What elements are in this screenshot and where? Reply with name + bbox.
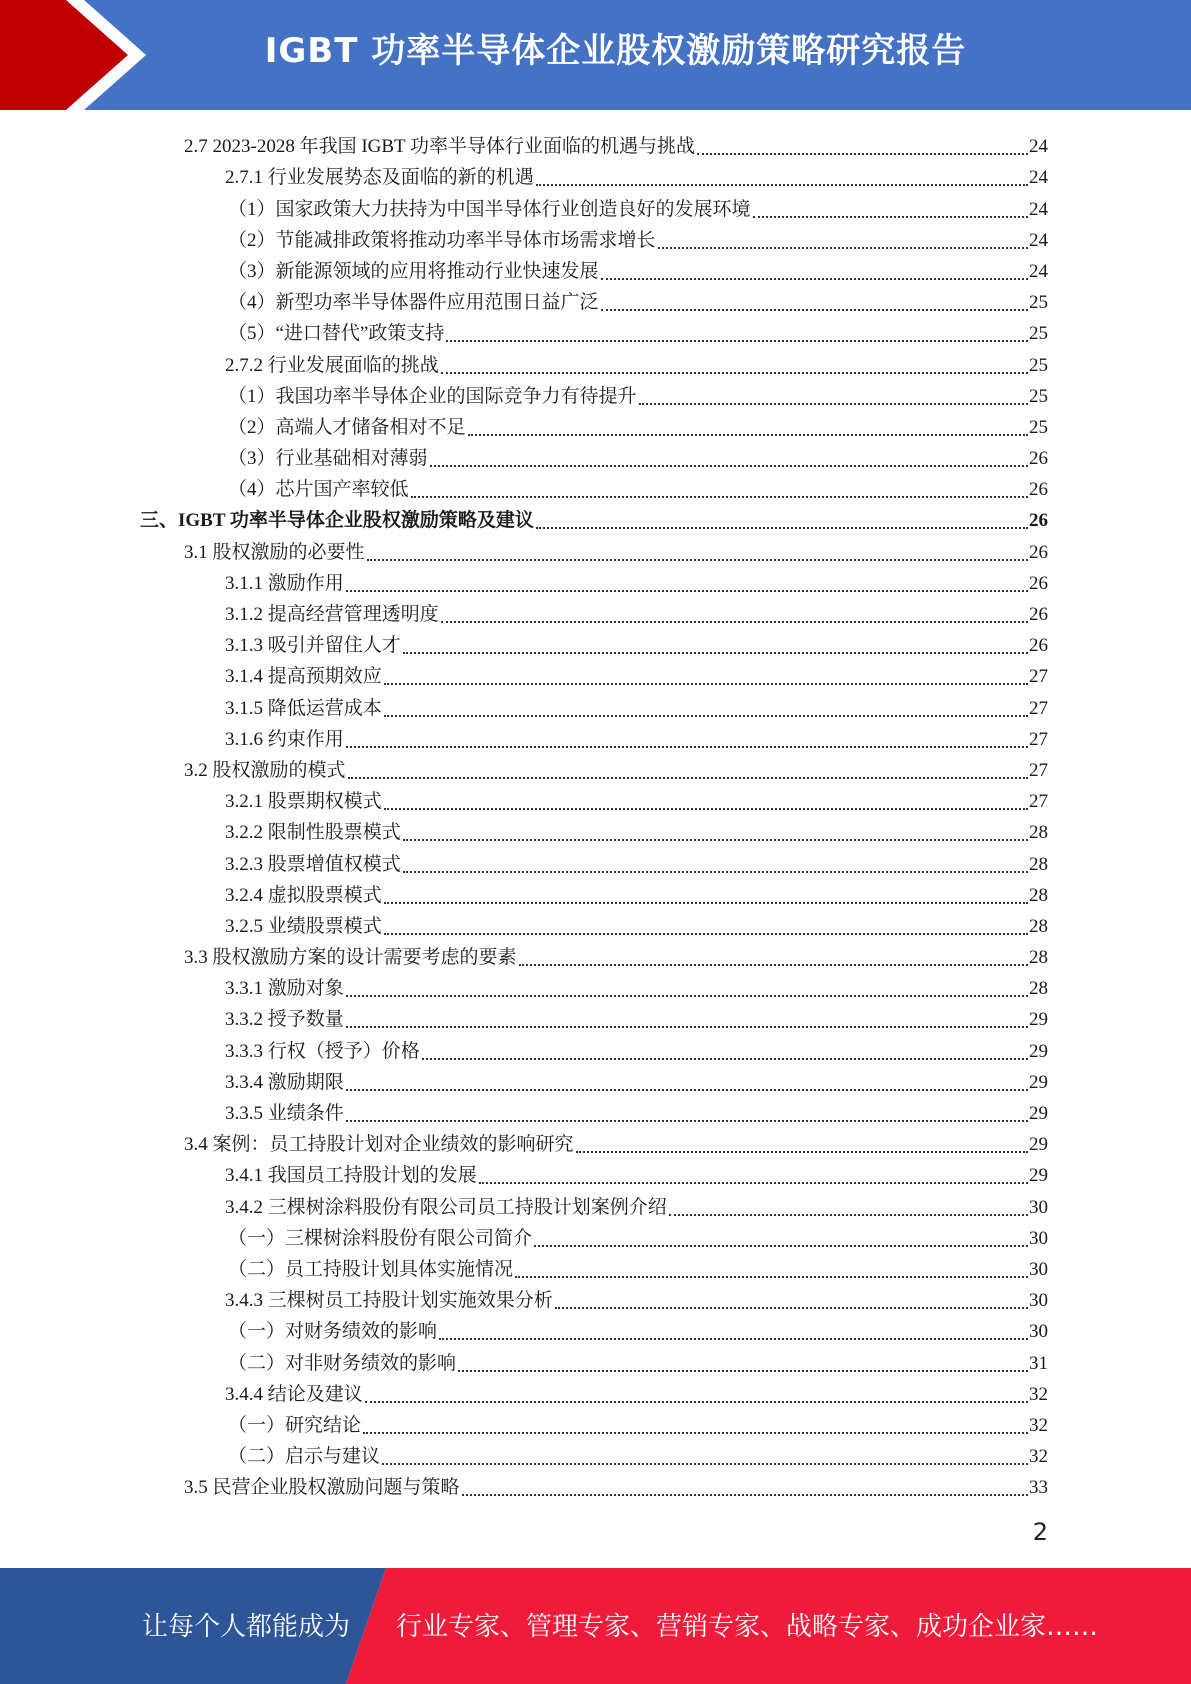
toc-entry[interactable]	[140, 533, 1048, 564]
page-number: 2	[1032, 1518, 1048, 1546]
toc-entry-page: 24	[1029, 167, 1048, 189]
toc-entry[interactable]	[140, 1376, 1048, 1407]
toc-entry[interactable]	[140, 1064, 1048, 1095]
toc-dot-leader	[384, 933, 1028, 935]
toc-entry-title: 2.7.2 行业发展面临的挑战	[225, 354, 439, 376]
toc-dot-leader	[468, 434, 1028, 436]
report-title: IGBT 功率半导体企业股权激励策略研究报告	[264, 31, 967, 71]
toc-entry-page: 32	[1029, 1383, 1048, 1405]
toc-entry-page: 26	[1029, 479, 1048, 501]
toc-dot-leader	[384, 902, 1028, 904]
toc-entry[interactable]	[140, 315, 1048, 346]
toc-entry-page: 30	[1029, 1227, 1048, 1249]
toc-entry[interactable]	[140, 814, 1048, 845]
toc-entry-page: 25	[1029, 323, 1048, 345]
toc-entry-page: 30	[1029, 1290, 1048, 1312]
toc-entry[interactable]	[140, 939, 1048, 970]
toc-entry-title: 3.2.4 虚拟股票模式	[225, 884, 382, 906]
toc-entry[interactable]	[140, 721, 1048, 752]
toc-entry-page: 26	[1029, 510, 1048, 532]
toc-entry-title: 3.5 民营企业股权激励问题与策略	[184, 1477, 460, 1499]
toc-entry-title: 3.2.2 限制性股票模式	[225, 822, 401, 844]
toc-entry-page: 29	[1029, 1103, 1048, 1124]
toc-entry[interactable]	[140, 1438, 1048, 1469]
toc-entry[interactable]	[140, 1188, 1048, 1219]
toc-entry-title: （一）三棵树涂料股份有限公司简介	[228, 1227, 533, 1249]
toc-entry-page: 31	[1029, 1352, 1048, 1374]
footer-slogan-left: 让每个人都能成为	[142, 1612, 351, 1642]
toc-entry[interactable]	[140, 908, 1048, 939]
toc-entry-title: （二）启示与建议	[228, 1446, 381, 1468]
toc-entry-page: 25	[1029, 416, 1048, 438]
toc-entry-title: （3）行业基础相对薄弱	[228, 448, 428, 470]
toc-dot-leader	[346, 746, 1028, 748]
toc-entry-title: 三、IGBT 功率半导体企业股权激励策略及建议	[140, 510, 534, 532]
toc-entry-page: 24	[1029, 229, 1048, 251]
toc-dot-leader	[363, 1432, 1028, 1434]
toc-entry-page: 26	[1029, 635, 1048, 657]
toc-entry-title: 3.1 股权激励的必要性	[184, 541, 365, 563]
toc-entry-title: 3.4.3 三棵树员工持股计划实施效果分析	[225, 1290, 553, 1312]
toc-dot-leader	[348, 777, 1028, 779]
toc-entry-page: 25	[1029, 354, 1048, 376]
toc-entry-title: （4）芯片国产率较低	[228, 479, 409, 501]
toc-dot-leader	[669, 1214, 1028, 1216]
toc-entry-page: 24	[1029, 198, 1048, 220]
toc-entry[interactable]	[140, 658, 1048, 689]
toc-entry-page: 26	[1029, 604, 1048, 625]
toc-dot-leader	[384, 683, 1028, 685]
toc-entry-page: 27	[1029, 666, 1048, 688]
toc-dot-leader	[441, 372, 1028, 374]
toc-dot-leader	[462, 1494, 1028, 1496]
toc-entry-title: 3.3.5 业绩条件	[225, 1103, 344, 1124]
toc-entry-title: （1）我国功率半导体企业的国际竞争力有待提升	[228, 385, 637, 407]
toc-entry[interactable]	[140, 471, 1048, 502]
toc-entry-title: 3.1.5 降低运营成本	[225, 697, 382, 719]
toc-entry-page: 29	[1029, 1040, 1048, 1062]
toc-dot-leader	[515, 1276, 1028, 1278]
toc-entry[interactable]	[140, 596, 1048, 627]
toc-entry-title: 2.7.1 行业发展势态及面临的新的机遇	[225, 167, 534, 189]
toc-entry-title: （一）研究结论	[228, 1414, 362, 1436]
toc-entry-page: 24	[1029, 260, 1048, 282]
toc-entry-page: 32	[1029, 1446, 1048, 1468]
toc-entry-page: 24	[1029, 136, 1048, 158]
toc-entry-title: 3.1.4 提高预期效应	[225, 666, 382, 688]
toc-dot-leader	[601, 309, 1028, 311]
toc-entry-page: 33	[1029, 1477, 1048, 1499]
toc-entry-title: 3.2.5 业绩股票模式	[225, 915, 382, 937]
toc-entry-page: 28	[1029, 822, 1048, 844]
toc-entry-page: 29	[1029, 1165, 1048, 1187]
toc-dot-leader	[458, 1370, 1028, 1372]
toc-entry[interactable]	[140, 565, 1048, 596]
toc-entry-title: （3）新能源领域的应用将推动行业快速发展	[228, 260, 599, 282]
toc-entry-page: 26	[1029, 448, 1048, 470]
toc-dot-leader	[384, 808, 1028, 810]
toc-entry[interactable]	[140, 409, 1048, 440]
toc-entry-title: 3.2.3 股票增值权模式	[225, 853, 401, 875]
toc-dot-leader	[697, 153, 1028, 155]
toc-dot-leader	[658, 247, 1028, 249]
toc-entry-title: 3.4.1 我国员工持股计划的发展	[225, 1165, 477, 1187]
toc-entry-page: 28	[1029, 915, 1048, 937]
toc-entry[interactable]	[140, 378, 1048, 409]
toc-entry-page: 28	[1029, 978, 1048, 1000]
page-header	[0, 0, 1191, 110]
toc-entry-title: 3.2.1 股票期权模式	[225, 791, 382, 813]
toc-dot-leader	[555, 1307, 1028, 1309]
toc-entry-page: 30	[1029, 1196, 1048, 1218]
toc-entry-page: 26	[1029, 572, 1048, 594]
toc-entry[interactable]	[140, 440, 1048, 471]
toc-entry[interactable]	[140, 502, 1048, 533]
toc-dot-leader	[346, 590, 1028, 592]
toc-dot-leader	[346, 1026, 1028, 1028]
toc-entry[interactable]	[140, 1095, 1048, 1126]
toc-entry[interactable]	[140, 877, 1048, 908]
toc-dot-leader	[365, 1401, 1028, 1403]
toc-entry[interactable]	[140, 783, 1048, 814]
toc-entry[interactable]	[140, 1313, 1048, 1344]
toc-dot-leader	[439, 1338, 1028, 1340]
toc-entry[interactable]	[140, 1407, 1048, 1438]
toc-entry-page: 28	[1029, 947, 1048, 969]
toc-dot-leader	[346, 1089, 1028, 1091]
toc-entry-title: （二）员工持股计划具体实施情况	[228, 1258, 514, 1280]
toc-dot-leader	[384, 715, 1028, 717]
toc-entry-page: 30	[1029, 1258, 1048, 1280]
toc-entry-title: 3.1.2 提高经营管理透明度	[225, 604, 439, 625]
toc-entry-page: 25	[1029, 292, 1048, 314]
page-footer	[0, 1568, 1191, 1684]
toc-dot-leader	[403, 871, 1028, 873]
toc-entry-title: 3.4 案例：员工持股计划对企业绩效的影响研究	[184, 1134, 574, 1156]
toc-entry[interactable]	[140, 689, 1048, 720]
toc-dot-leader	[536, 184, 1028, 186]
toc-entry-page: 26	[1029, 541, 1048, 563]
toc-dot-leader	[367, 559, 1028, 561]
toc-entry-page: 25	[1029, 385, 1048, 407]
toc-entry-title: 3.1.6 约束作用	[225, 728, 344, 750]
table-of-contents	[140, 128, 1048, 1500]
toc-entry[interactable]	[140, 346, 1048, 377]
toc-dot-leader	[534, 1245, 1028, 1247]
footer-slogan-right: 行业专家、管理专家、营销专家、战略专家、成功企业家……	[396, 1612, 1099, 1642]
toc-dot-leader	[430, 465, 1028, 467]
toc-entry-title: 3.1.1 激励作用	[225, 572, 344, 594]
toc-entry[interactable]	[140, 1126, 1048, 1157]
toc-entry-title: （2）节能减排政策将推动功率半导体市场需求增长	[228, 229, 656, 251]
toc-entry[interactable]	[140, 627, 1048, 658]
toc-entry-title: 3.4.2 三棵树涂料股份有限公司员工持股计划案例介绍	[225, 1196, 667, 1218]
toc-entry-page: 29	[1029, 1009, 1048, 1031]
toc-entry-title: （5）“进口替代”政策支持	[228, 323, 445, 345]
toc-entry-page: 27	[1029, 791, 1048, 813]
toc-entry-page: 30	[1029, 1321, 1048, 1343]
toc-entry-page: 32	[1029, 1414, 1048, 1436]
toc-entry-title: 3.1.3 吸引并留住人才	[225, 635, 401, 657]
toc-dot-leader	[639, 403, 1028, 405]
toc-entry[interactable]	[140, 222, 1048, 253]
toc-dot-leader	[411, 496, 1028, 498]
header-arrow-decoration	[0, 0, 160, 110]
toc-entry-title: （4）新型功率半导体器件应用范围日益广泛	[228, 292, 599, 314]
toc-entry[interactable]	[140, 1220, 1048, 1251]
toc-entry[interactable]	[140, 284, 1048, 315]
toc-entry-title: 3.3 股权激励方案的设计需要考虑的要素	[184, 947, 517, 969]
toc-dot-leader	[536, 527, 1028, 529]
toc-entry-page: 28	[1029, 884, 1048, 906]
toc-entry[interactable]	[140, 1251, 1048, 1282]
toc-entry-title: （1）国家政策大力扶持为中国半导体行业创造良好的发展环境	[228, 198, 751, 220]
toc-entry[interactable]	[140, 1282, 1048, 1313]
toc-entry-page: 27	[1029, 759, 1048, 781]
toc-entry-title: 3.3.2 授予数量	[225, 1009, 344, 1031]
toc-dot-leader	[422, 1058, 1028, 1060]
toc-dot-leader	[346, 995, 1028, 997]
toc-dot-leader	[479, 1182, 1028, 1184]
toc-entry-page: 29	[1029, 1071, 1048, 1093]
toc-entry[interactable]	[140, 253, 1048, 284]
toc-entry-title: 3.2 股权激励的模式	[184, 759, 346, 781]
toc-entry[interactable]	[140, 1469, 1048, 1500]
toc-dot-leader	[753, 216, 1028, 218]
toc-entry-title: 3.3.4 激励期限	[225, 1071, 344, 1093]
toc-entry-title: 3.3.1 激励对象	[225, 978, 344, 1000]
toc-entry-page: 29	[1029, 1134, 1048, 1156]
toc-dot-leader	[403, 652, 1028, 654]
toc-entry-title: 2.7 2023-2028 年我国 IGBT 功率半导体行业面临的机遇与挑战	[184, 136, 696, 158]
toc-entry[interactable]	[140, 1157, 1048, 1188]
toc-entry[interactable]	[140, 970, 1048, 1001]
toc-entry-title: （一）对财务绩效的影响	[228, 1321, 438, 1343]
toc-entry[interactable]	[140, 752, 1048, 783]
toc-entry[interactable]	[140, 1032, 1048, 1063]
toc-dot-leader	[441, 621, 1028, 623]
toc-entry-page: 27	[1029, 697, 1048, 719]
toc-entry-page: 27	[1029, 728, 1048, 750]
toc-entry[interactable]	[140, 128, 1048, 159]
toc-dot-leader	[403, 839, 1028, 841]
toc-dot-leader	[601, 278, 1028, 280]
toc-dot-leader	[346, 1120, 1028, 1122]
toc-dot-leader	[519, 964, 1028, 966]
toc-dot-leader	[576, 1151, 1028, 1153]
toc-dot-leader	[382, 1463, 1028, 1465]
toc-entry-page: 28	[1029, 853, 1048, 875]
toc-entry-title: 3.3.3 行权（授予）价格	[225, 1040, 420, 1062]
toc-entry[interactable]	[140, 845, 1048, 876]
toc-dot-leader	[446, 340, 1028, 342]
toc-entry[interactable]	[140, 159, 1048, 190]
toc-entry-title: 3.4.4 结论及建议	[225, 1383, 363, 1405]
toc-entry[interactable]	[140, 1001, 1048, 1032]
toc-entry[interactable]	[140, 1344, 1048, 1375]
toc-entry-title: （2）高端人才储备相对不足	[228, 416, 466, 438]
toc-entry[interactable]	[140, 190, 1048, 221]
toc-entry-title: （二）对非财务绩效的影响	[228, 1352, 457, 1374]
